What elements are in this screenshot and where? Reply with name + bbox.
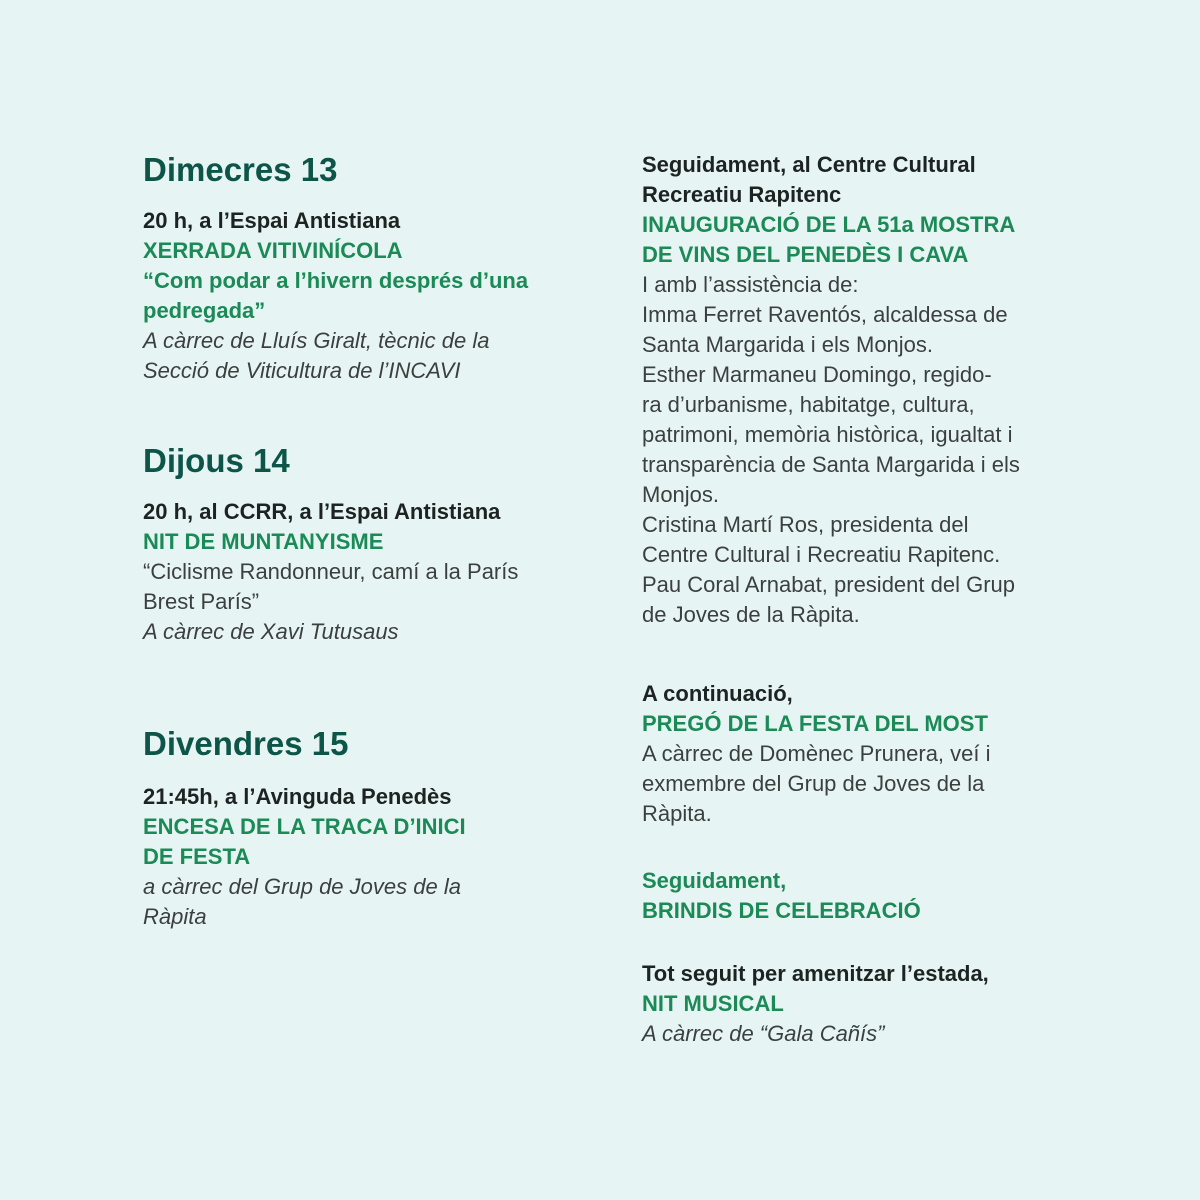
- event-time-location: 21:45h, a l’Avinguda Penedès: [143, 784, 452, 809]
- attendance-text: Imma Ferret Raventós, alcaldessa de: [642, 302, 1008, 327]
- block-intro: A continuació,: [642, 681, 793, 706]
- event-subtitle: “Com podar a l’hivern després d’una: [143, 268, 529, 293]
- event-title: XERRADA VITIVINÍCOLA: [143, 238, 403, 263]
- event-title: NIT DE MUNTANYISME: [143, 529, 384, 554]
- event-title: DE FESTA: [143, 844, 251, 869]
- event-presenter: A càrrec de Lluís Giralt, tècnic de la: [143, 328, 490, 353]
- event-presenter: A càrrec de Xavi Tutusaus: [143, 619, 399, 644]
- attendance-text: patrimoni, memòria històrica, igualtat i: [642, 422, 1013, 447]
- attendance-text: de Joves de la Ràpita.: [642, 602, 860, 627]
- event-presenter: A càrrec de “Gala Cañís”: [642, 1021, 885, 1046]
- brindis-block: [642, 866, 1112, 926]
- event-subtitle: “Ciclisme Randonneur, camí a la París: [143, 559, 519, 584]
- nit-musical-block: [642, 959, 1112, 1049]
- attendance-text: Esther Marmaneu Domingo, regido-: [642, 362, 992, 387]
- event-subtitle: Brest París”: [143, 589, 260, 614]
- block-intro: Recreatiu Rapitenc: [642, 182, 842, 207]
- attendance-text: ra d’urbanisme, habitatge, cultura,: [642, 392, 975, 417]
- event-presenter: Ràpita.: [642, 801, 712, 826]
- event-title: INAUGURACIÓ DE LA 51a MOSTRA: [642, 212, 1016, 237]
- event-presenter: exmembre del Grup de Joves de la: [642, 771, 985, 796]
- inauguration-block: [642, 150, 1112, 630]
- block-intro: Seguidament,: [642, 868, 787, 893]
- attendance-text: Monjos.: [642, 482, 720, 507]
- attendance-text: Centre Cultural i Recreatiu Rapitenc.: [642, 542, 1001, 567]
- event-block-dijous: [143, 497, 583, 647]
- event-time-location: 20 h, a l’Espai Antistiana: [143, 208, 401, 233]
- day-title-dijous: Dijous 14: [143, 442, 290, 479]
- attendance-text: Pau Coral Arnabat, president del Grup: [642, 572, 1016, 597]
- attendance-text: transparència de Santa Margarida i els: [642, 452, 1020, 477]
- attendance-text: Santa Margarida i els Monjos.: [642, 332, 934, 357]
- day-title-divendres: Divendres 15: [143, 725, 349, 762]
- attendance-text: Cristina Martí Ros, presidenta del: [642, 512, 969, 537]
- event-block-divendres: [143, 782, 583, 932]
- event-title: BRINDIS DE CELEBRACIÓ: [642, 898, 921, 923]
- day-title-dimecres: Dimecres 13: [143, 151, 338, 188]
- event-presenter: a càrrec del Grup de Joves de la: [143, 874, 461, 899]
- prego-block: [642, 679, 1112, 829]
- event-title: DE VINS DEL PENEDÈS I CAVA: [642, 242, 969, 267]
- event-subtitle: pedregada”: [143, 298, 266, 323]
- event-presenter: Ràpita: [143, 904, 207, 929]
- event-time-location: 20 h, al CCRR, a l’Espai Antistiana: [143, 499, 501, 524]
- block-intro: Tot seguit per amenitzar l’estada,: [642, 961, 989, 986]
- event-title: PREGÓ DE LA FESTA DEL MOST: [642, 711, 988, 736]
- event-title: ENCESA DE LA TRACA D’INICI: [143, 814, 466, 839]
- event-presenter: A càrrec de Domènec Prunera, veí i: [642, 741, 991, 766]
- block-intro: Seguidament, al Centre Cultural: [642, 152, 976, 177]
- event-block-dimecres: [143, 206, 583, 386]
- event-presenter: Secció de Viticultura de l’INCAVI: [143, 358, 461, 383]
- event-title: NIT MUSICAL: [642, 991, 784, 1016]
- attendance-text: I amb l’assistència de:: [642, 272, 859, 297]
